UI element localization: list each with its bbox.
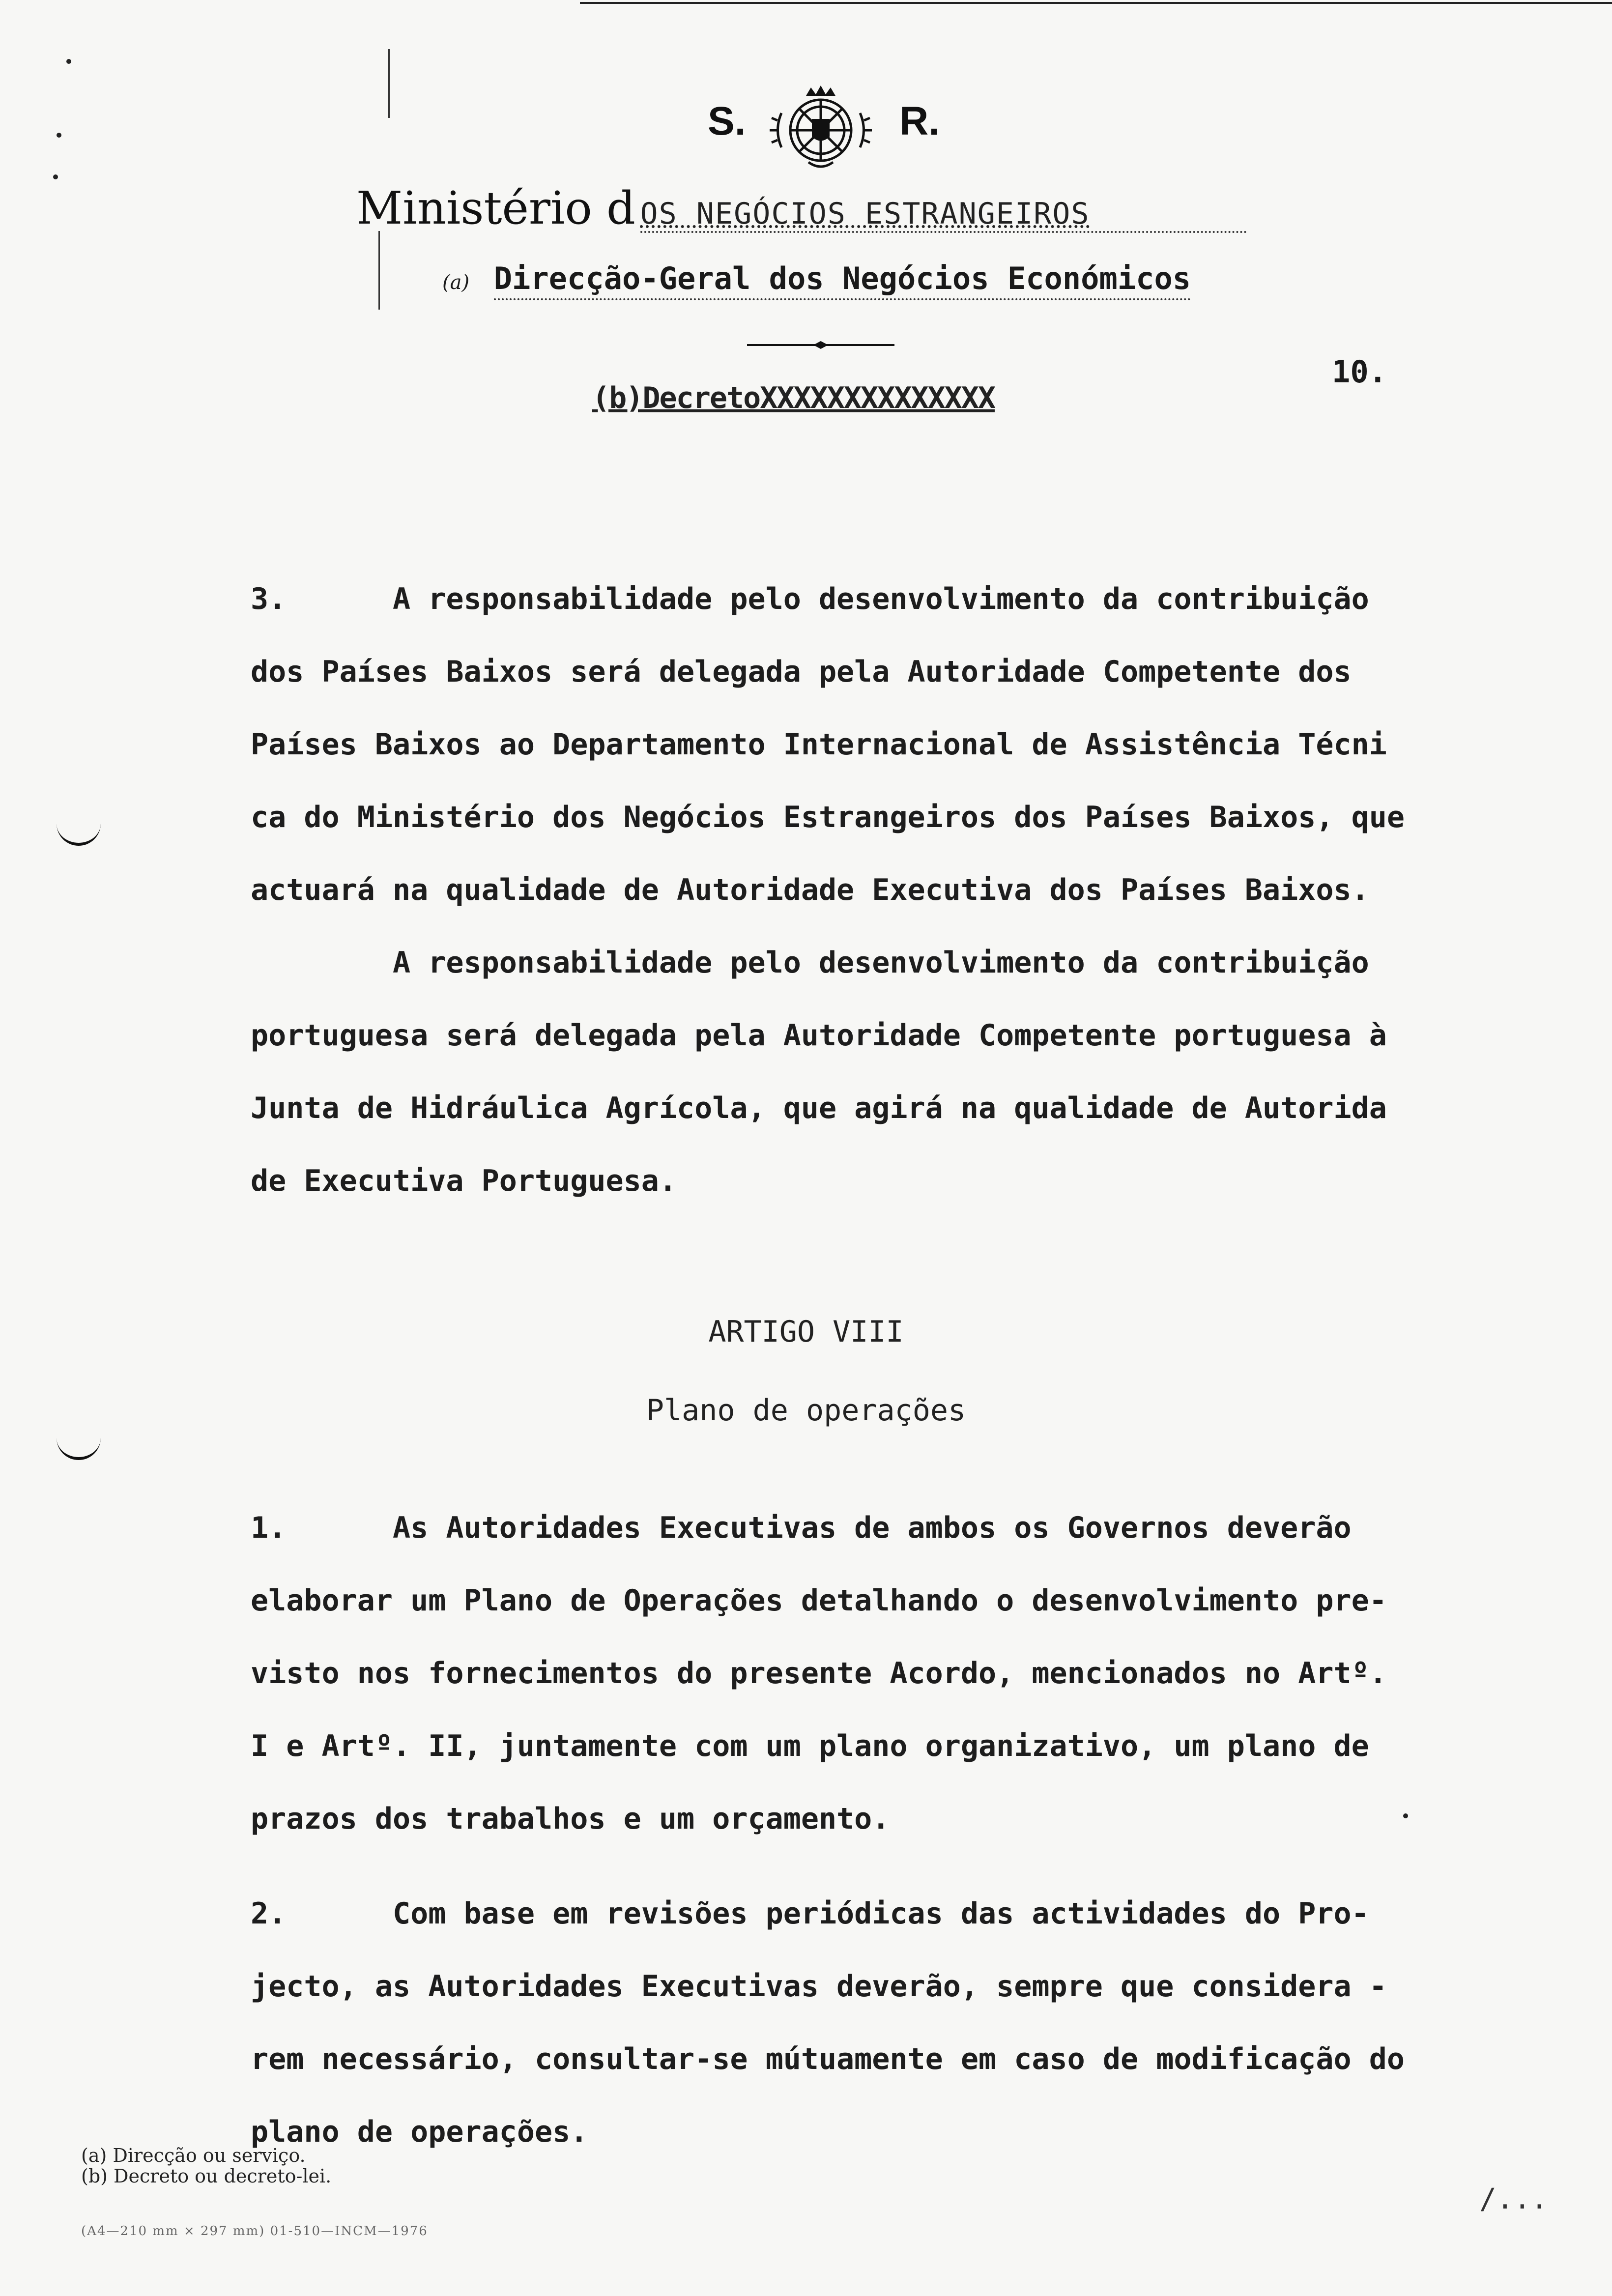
text-line: dos Países Baixos será delegada pela Autoridade Competente dos	[251, 655, 1352, 689]
article-heading: ARTIGO VIII	[708, 1315, 904, 1349]
text-line: 1. As Autoridades Executivas de ambos os Governos deverão	[251, 1511, 1352, 1545]
paragraph-3	[251, 563, 1578, 926]
ministry-title	[356, 182, 1280, 234]
text-line: jecto, as Autoridades Executivas deverão, sempre que considera -	[251, 1969, 1387, 2004]
ministry-prefix: Ministério d	[356, 182, 635, 234]
text-line: portuguesa será delegada pela Autoridade Competente portuguesa à	[251, 1018, 1387, 1053]
divider-ornament	[747, 340, 894, 350]
margin-speck	[57, 133, 61, 138]
text-line: 2. Com base em revisões periódicas das actividades do Pro-	[251, 1896, 1369, 1931]
text-line: plano de operações.	[251, 2115, 588, 2149]
footnote-marker-a: (a)	[442, 271, 470, 294]
page-number: 10.	[1332, 354, 1387, 390]
scan-mark	[388, 49, 390, 118]
text-line: A responsabilidade pelo desenvolvimento da contribuição	[251, 946, 1369, 980]
portuguese-coat-of-arms-icon	[767, 84, 875, 172]
text-line: 3. A responsabilidade pelo desenvolvimento da contribuição	[251, 582, 1369, 616]
struck-out-decree-line: (b)DecretoXXXXXXXXXXXXXX	[592, 381, 995, 415]
printer-imprint: (A4—210 mm × 297 mm) 01-510—INCM—1976	[81, 2224, 428, 2239]
top-edge-rule	[580, 2, 1612, 4]
text-line: Junta de Hidráulica Agrícola, que agirá na qualidade de Autorida	[251, 1091, 1387, 1125]
text-line: rem necessário, consultar-se mútuamente em caso de modificação do	[251, 2042, 1405, 2076]
footnote-b: (b) Decreto ou decreto-lei.	[81, 2165, 332, 2187]
directorate-name: Direcção-Geral dos Negócios Económicos	[494, 260, 1191, 300]
article-subheading: Plano de operações	[646, 1393, 966, 1428]
letterhead	[668, 84, 973, 187]
footnote-a: (a) Direcção ou serviço.	[81, 2145, 306, 2166]
binding-hole-mark	[57, 818, 101, 846]
text-line: elaborar um Plano de Operações detalhando o desenvolvimento pre-	[251, 1583, 1387, 1618]
directorate-line	[442, 260, 1278, 296]
text-line: ca do Ministério dos Negócios Estrangeiros dos Países Baixos, que	[251, 800, 1405, 834]
text-line: Países Baixos ao Departamento Internacional de Assistência Técni	[251, 727, 1387, 762]
text-line: visto nos fornecimentos do presente Acordo, mencionados no Artº.	[251, 1656, 1387, 1691]
margin-speck	[53, 174, 58, 179]
continuation-mark: /...	[1479, 2182, 1548, 2215]
text-line: I e Artº. II, juntamente com um plano organizativo, um plano de	[251, 1729, 1369, 1763]
left-mark: S.	[708, 99, 746, 144]
right-mark: R.	[899, 99, 940, 144]
binding-hole-mark	[57, 1433, 101, 1460]
footnotes	[81, 2145, 331, 2186]
scan-mark	[378, 231, 380, 310]
text-line: actuará na qualidade de Autoridade Executiva dos Países Baixos.	[251, 873, 1369, 907]
ministry-name: OS NEGÓCIOS ESTRANGEIROS	[640, 197, 1090, 231]
article-viii-paragraph-2	[251, 1877, 1578, 2168]
text-line: prazos dos trabalhos e um orçamento.	[251, 1802, 890, 1836]
margin-speck	[66, 59, 71, 64]
text-line: de Executiva Portuguesa.	[251, 1164, 677, 1198]
article-viii-paragraph-1	[251, 1492, 1578, 1855]
paragraph-3-continued	[251, 926, 1578, 1217]
